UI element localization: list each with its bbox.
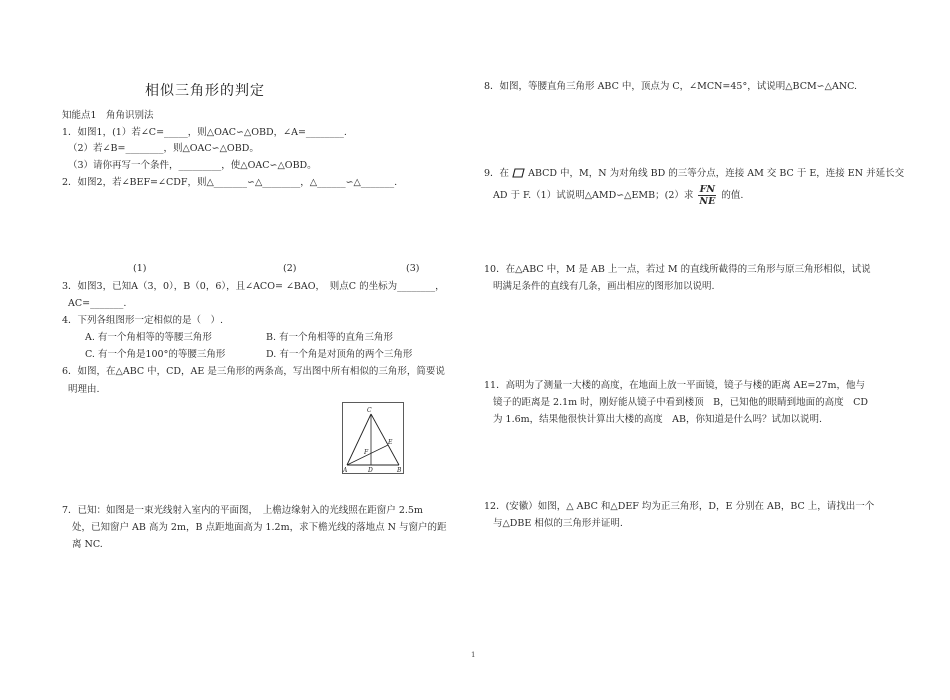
fraction-denominator: NE xyxy=(699,196,716,207)
question-7-line-1: 7．已知：如图是一束光线射入室内的平面图， 上檐边缘射入的光线照在距窗户 2.5m xyxy=(62,505,423,516)
section-heading: 知能点1 角角识别法 xyxy=(62,110,154,121)
question-9-line-2-suffix: 的值. xyxy=(721,190,744,201)
question-7-line-3: 离 NC. xyxy=(72,539,103,550)
question-11-line-3: 为 1.6m，结果他很快计算出大楼的高度 AB，你知道是什么吗？试加以说明. xyxy=(493,414,822,425)
question-9-line-2 xyxy=(493,184,743,207)
figure-label-1: (1) xyxy=(133,263,147,274)
label-d: D xyxy=(368,467,373,474)
label-f: F xyxy=(364,449,369,456)
question-11-line-1: 11．高明为了测量一大楼的高度，在地面上放一平面镜，镜子与楼的距离 AE=27m，他与 xyxy=(484,380,865,391)
question-12-line-2: 与△DBE 相似的三角形并证明. xyxy=(493,518,623,529)
page-number: 1 xyxy=(471,651,476,659)
question-4-option-c: C. 有一个角是100°的等腰三角形 xyxy=(85,349,226,360)
side-ac xyxy=(347,414,371,465)
label-b: B xyxy=(397,467,402,474)
label-c: C xyxy=(367,407,372,414)
question-3-line-1: 3．如图3，已知A（3，0），B（0，6），且∠ACO= ∠BAO， 则点C 的坐标为________， xyxy=(62,281,445,292)
question-10-line-1: 10．在△ABC 中，M 是 AB 上一点，若过 M 的直线所截得的三角形与原三角形相似，试说 xyxy=(484,264,871,275)
question-9-line-1 xyxy=(484,168,904,180)
figure-label-3: (3) xyxy=(406,263,420,274)
question-4: 4．下列各组图形一定相似的是（ ）. xyxy=(62,315,224,326)
parallelogram-icon xyxy=(512,168,525,178)
label-e: E xyxy=(388,439,393,446)
question-10-line-2: 明满足条件的直线有几条，画出相应的图形加以说明. xyxy=(493,281,715,292)
question-1-line-2: （2）若∠B=________，则△OAC∽△OBD。 xyxy=(68,143,259,154)
page-title: 相似三角形的判定 xyxy=(145,83,265,99)
side-bc xyxy=(371,414,399,465)
question-9-text: ABCD 中，M，N 为对角线 BD 的三等分点，连接 AM 交 BC 于 E，连接 EN 并延长交 xyxy=(528,168,905,179)
question-1-line-1: 1．如图1，(1）若∠C=_____，则△OAC∽△OBD，∠A=________. xyxy=(62,127,347,138)
question-3-line-2: AC=_______. xyxy=(68,298,127,309)
question-11-line-2: 镜子的距离是 2.1m 时，刚好能从镜子中看到楼顶 B，已知他的眼睛到地面的高度 CD xyxy=(493,397,869,408)
figure-label-2: (2) xyxy=(283,263,297,274)
question-2: 2．如图2，若∠BEF=∠CDF，则△_______∽△________，△______∽△_______. xyxy=(62,177,398,188)
question-9-prefix: 9．在 xyxy=(484,168,510,179)
question-6-line-1: 6．如图，在△ABC 中，CD，AE 是三角形的两条高，写出图中所有相似的三角形，简要说 xyxy=(62,366,445,377)
question-12-line-1: 12．(安徽）如图，△ ABC 和△DEF 均为正三角形，D，E 分别在 AB，BC 上，请找出一个 xyxy=(484,501,875,512)
triangle-figure xyxy=(342,402,404,474)
question-9-line-2-text: AD 于 F.（1）试说明△AMD∽△EMB；(2）求 xyxy=(493,190,694,201)
fraction-numerator: FN xyxy=(699,184,716,195)
label-a: A xyxy=(343,467,348,474)
question-1-line-3: （3）请你再写一个条件，_________，使△OAC∽△OBD。 xyxy=(68,160,317,171)
question-6-line-2: 明理由. xyxy=(68,384,100,395)
question-4-option-d: D. 有一个角是对顶角的两个三角形 xyxy=(266,349,413,360)
question-7-line-2: 处，已知窗户 AB 高为 2m，B 点距地面高为 1.2m，求下檐光线的落地点 N 与窗户的距 xyxy=(72,522,447,533)
question-4-option-b: B. 有一个角相等的直角三角形 xyxy=(266,332,394,343)
question-8: 8．如图，等腰直角三角形 ABC 中，顶点为 C，∠MCN=45°，试说明△BCM∽△ANC. xyxy=(484,81,858,92)
fraction-fn-ne xyxy=(698,184,716,207)
question-4-option-a: A. 有一个角相等的等腰三角形 xyxy=(85,332,212,343)
